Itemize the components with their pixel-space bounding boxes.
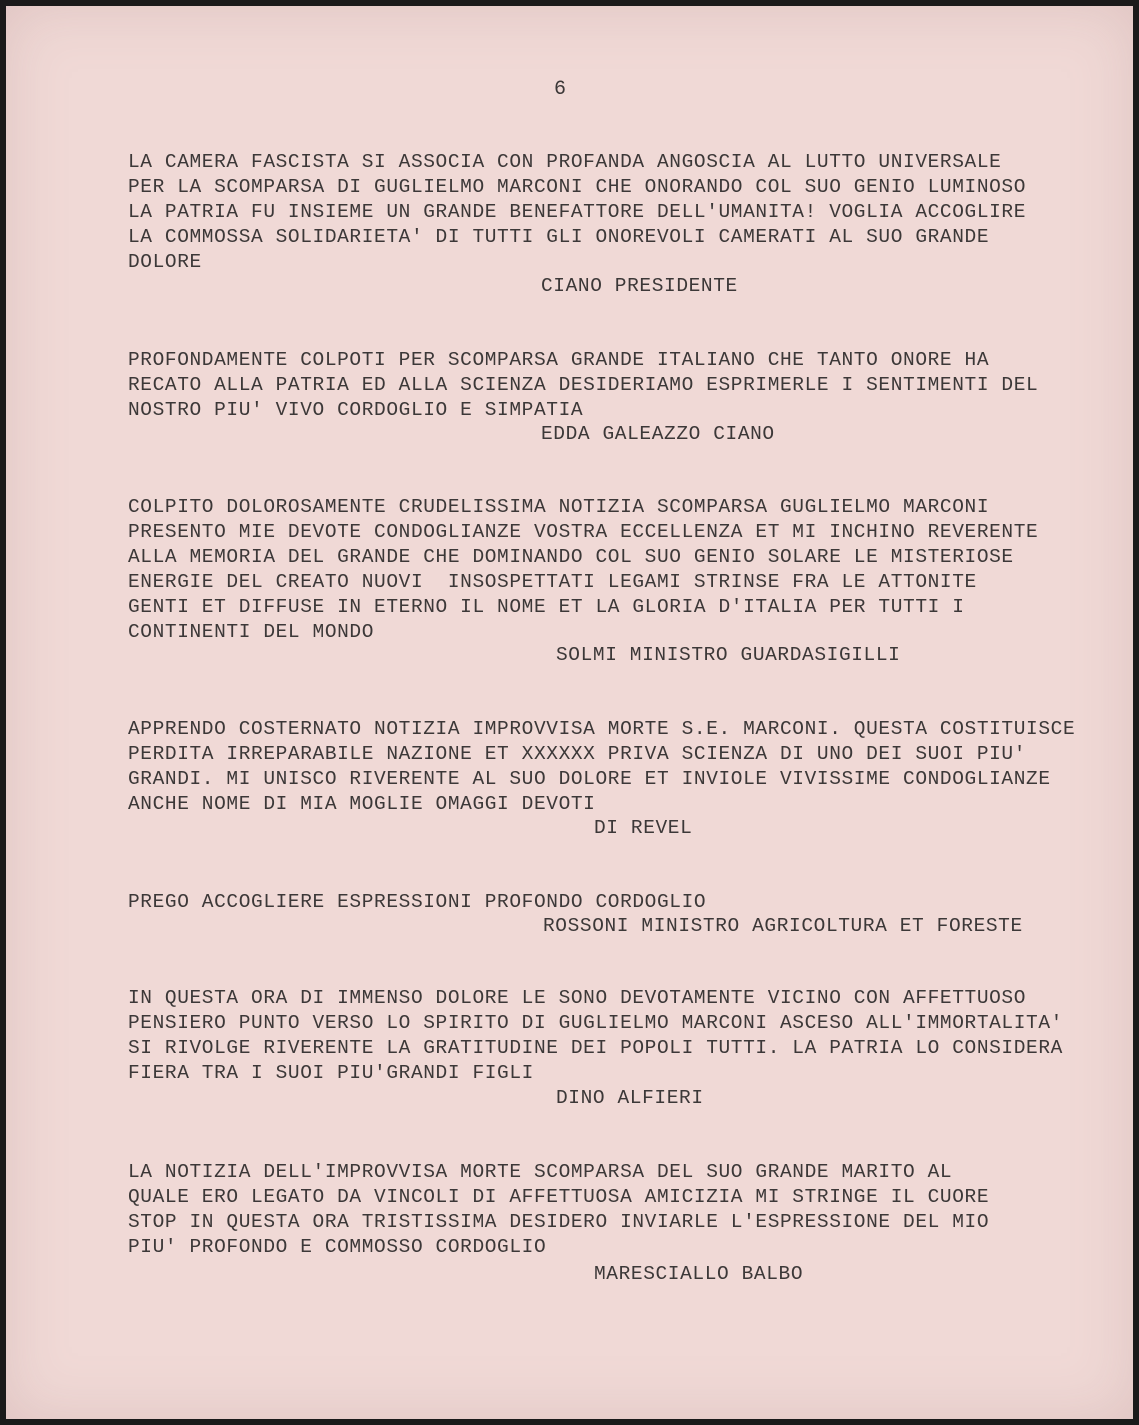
message-line: DOLORE [128,251,202,273]
message-line: GRANDI. MI UNISCO RIVERENTE AL SUO DOLORE ET INVIOLE VIVISSIME CONDOGLIANZE [128,768,1051,790]
message-line: QUALE ERO LEGATO DA VINCOLI DI AFFETTUOSA AMICIZIA MI STRINGE IL CUORE [128,1186,990,1208]
message-line: PIU' PROFONDO E COMMOSSO CORDOGLIO [128,1236,547,1258]
message-line: SI RIVOLGE RIVERENTE LA GRATITUDINE DEI POPOLI TUTTI. LA PATRIA LO CONSIDERA [128,1037,1063,1059]
signature-solmi: SOLMI MINISTRO GUARDASIGILLI [556,644,901,666]
message-line: LA PATRIA FU INSIEME UN GRANDE BENEFATTORE DELL'UMANITA! VOGLIA ACCOGLIRE [128,201,1027,223]
signature-rossoni: ROSSONI MINISTRO AGRICOLTURA ET FORESTE [543,915,1023,937]
message-line: FIERA TRA I SUOI PIU'GRANDI FIGLI [128,1062,534,1084]
message-line: PERDITA IRREPARABILE NAZIONE ET XXXXXX PRIVA SCIENZA DI UNO DEI SUOI PIU' [128,743,1027,765]
message-3 [128,495,1118,645]
message-line: PREGO ACCOGLIERE ESPRESSIONI PROFONDO CORDOGLIO [128,891,707,913]
message-line: COLPITO DOLOROSAMENTE CRUDELISSIMA NOTIZIA SCOMPARSA GUGLIELMO MARCONI [128,496,990,518]
page-number: 6 [554,78,568,101]
message-line: IN QUESTA ORA DI IMMENSO DOLORE LE SONO DEVOTAMENTE VICINO CON AFFETTUOSO [128,987,1027,1009]
message-line: PROFONDAMENTE COLPOTI PER SCOMPARSA GRANDE ITALIANO CHE TANTO ONORE HA [128,349,990,371]
signature-di-revel: DI REVEL [594,817,693,839]
message-line: RECATO ALLA PATRIA ED ALLA SCIENZA DESIDERIAMO ESPRIMERLE I SENTIMENTI DEL [128,374,1039,396]
message-line: APPRENDO COSTERNATO NOTIZIA IMPROVVISA MORTE S.E. MARCONI. QUESTA COSTITUISCE [128,718,1076,740]
message-line: ALLA MEMORIA DEL GRANDE CHE DOMINANDO COL SUO GENIO SOLARE LE MISTERIOSE [128,546,1014,568]
message-line: LA NOTIZIA DELL'IMPROVVISA MORTE SCOMPARSA DEL SUO GRANDE MARITO AL [128,1161,953,1183]
message-line: STOP IN QUESTA ORA TRISTISSIMA DESIDERO INVIARLE L'ESPRESSIONE DEL MIO [128,1211,990,1233]
message-line: ENERGIE DEL CREATO NUOVI INSOSPETTATI LEGAMI STRINSE FRA LE ATTONITE [128,571,977,593]
signature-dino-alfieri: DINO ALFIERI [556,1087,704,1109]
signature-ciano-presidente: CIANO PRESIDENTE [541,275,738,297]
message-line: PRESENTO MIE DEVOTE CONDOGLIANZE VOSTRA ECCELLENZA ET MI INCHINO REVERENTE [128,521,1039,543]
message-line: LA CAMERA FASCISTA SI ASSOCIA CON PROFANDA ANGOSCIA AL LUTTO UNIVERSALE [128,151,1002,173]
message-line: CONTINENTI DEL MONDO [128,621,375,643]
message-line: ANCHE NOME DI MIA MOGLIE OMAGGI DEVOTI [128,793,596,815]
message-7 [128,1160,1118,1260]
message-line: PER LA SCOMPARSA DI GUGLIELMO MARCONI CHE ONORANDO COL SUO GENIO LUMINOSO [128,176,1027,198]
message-line: GENTI ET DIFFUSE IN ETERNO IL NOME ET LA GLORIA D'ITALIA PER TUTTI I [128,596,965,618]
signature-balbo: MARESCIALLO BALBO [594,1263,804,1285]
message-line: PENSIERO PUNTO VERSO LO SPIRITO DI GUGLIELMO MARCONI ASCESO ALL'IMMORTALITA' [128,1012,1063,1034]
message-line: LA COMMOSSA SOLIDARIETA' DI TUTTI GLI ONOREVOLI CAMERATI AL SUO GRANDE [128,226,990,248]
signature-edda-ciano: EDDA GALEAZZO CIANO [541,423,775,445]
message-2 [128,348,1118,423]
message-1 [128,150,1118,275]
message-4 [128,717,1118,817]
message-line: NOSTRO PIU' VIVO CORDOGLIO E SIMPATIA [128,399,584,421]
message-6 [128,986,1118,1086]
message-5 [128,890,1118,915]
document-page [6,6,1133,1419]
